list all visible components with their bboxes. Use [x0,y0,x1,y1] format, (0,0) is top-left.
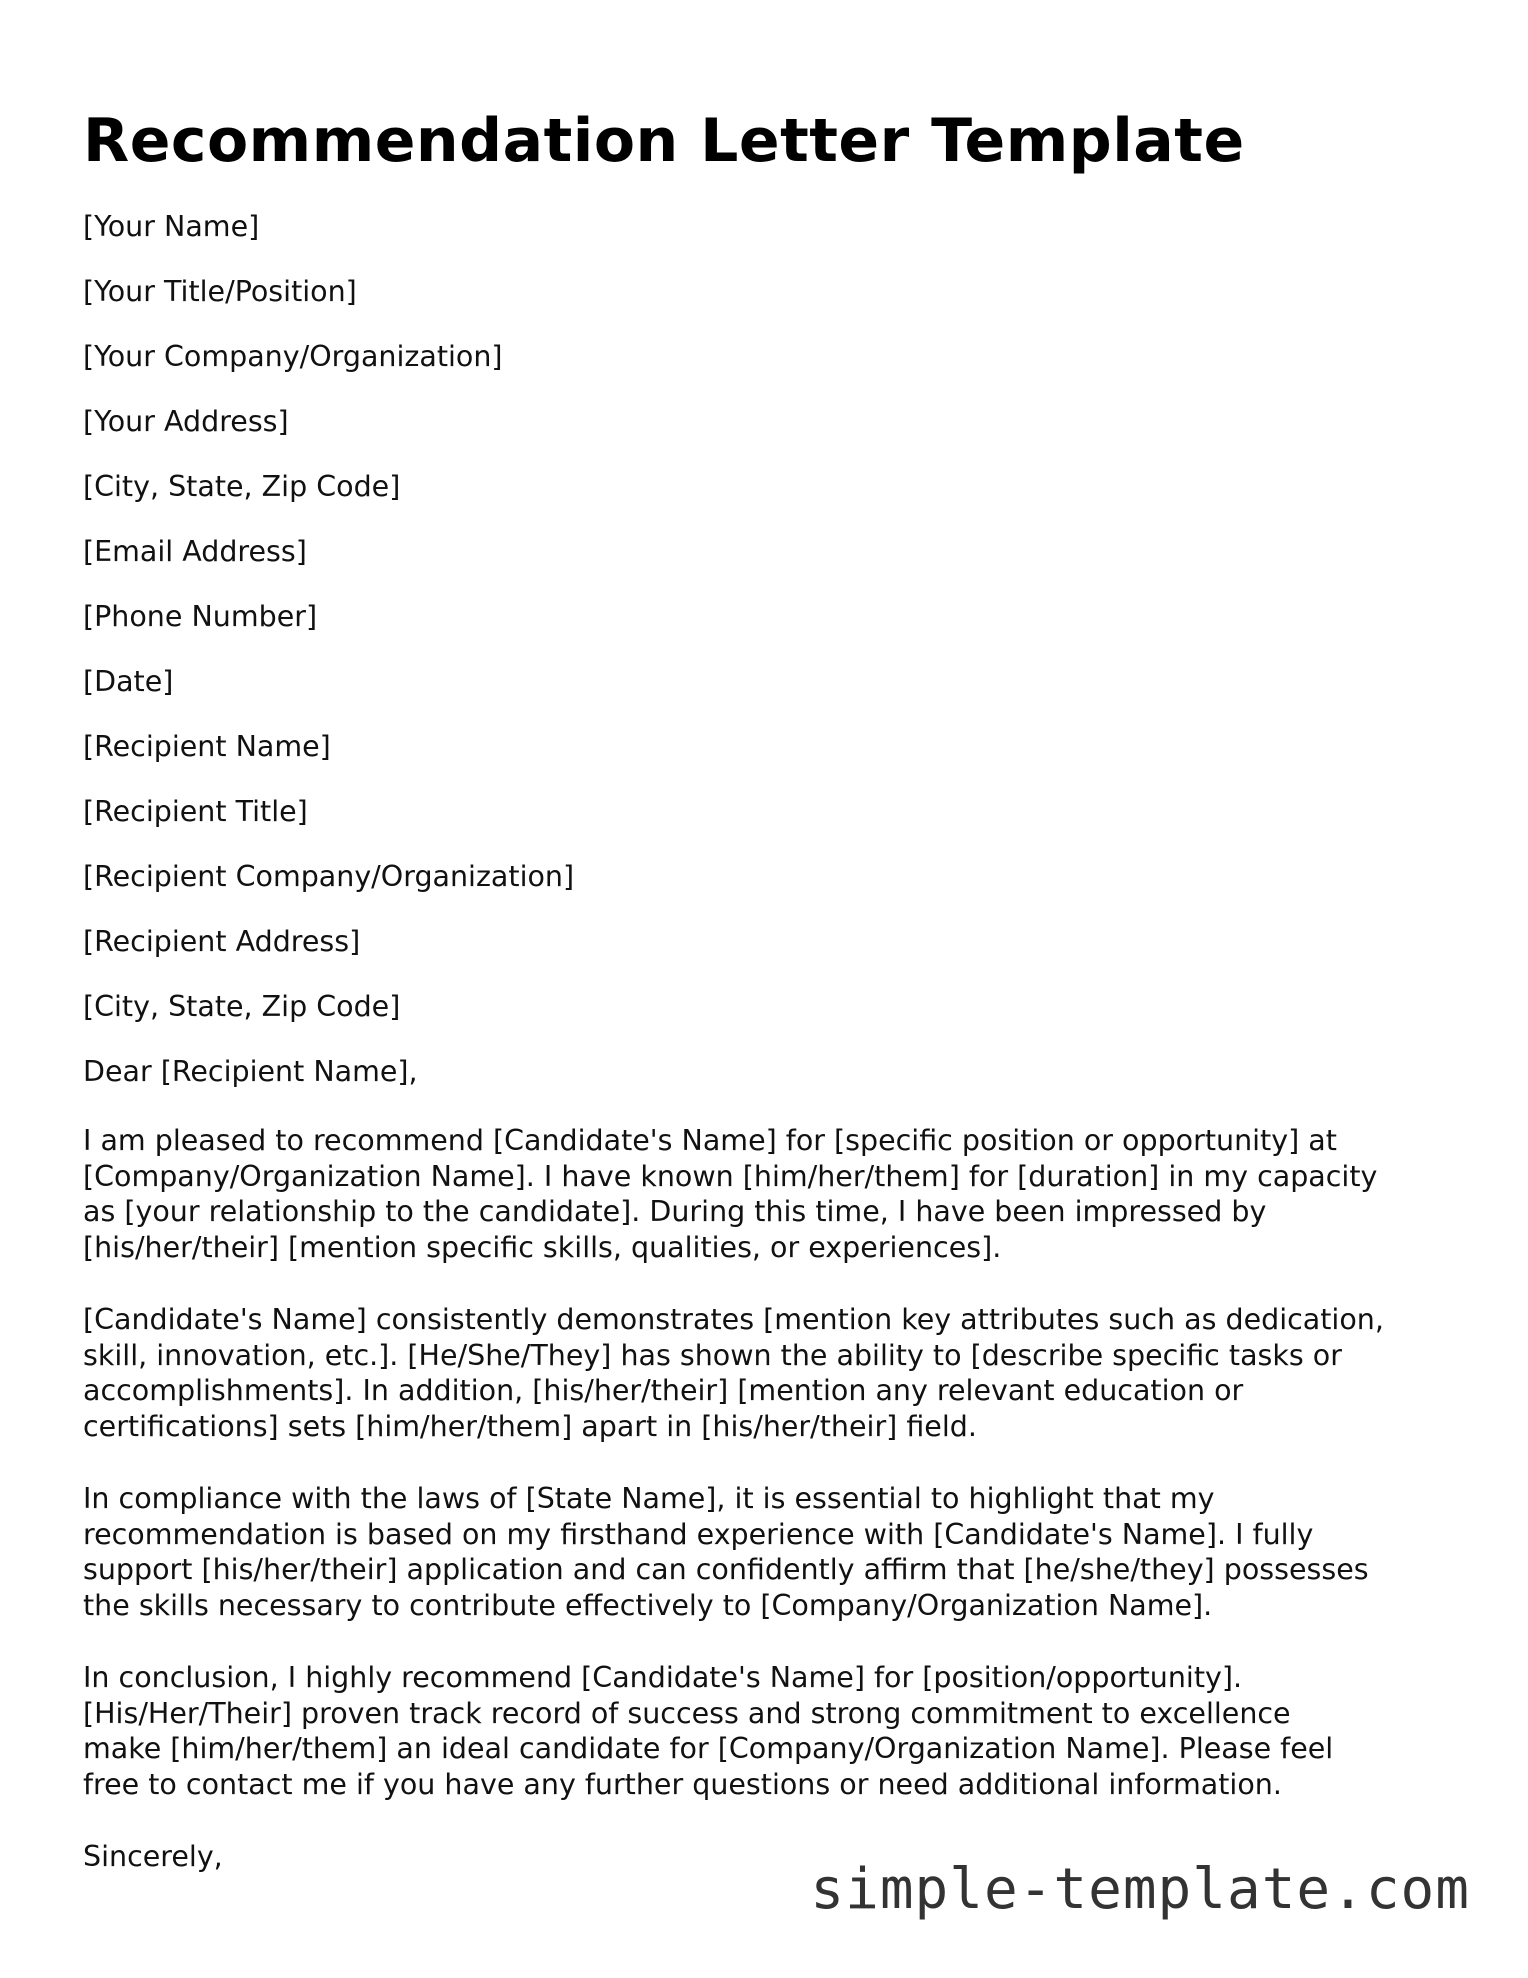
paragraph-line: certifications] sets [him/her/them] apart in [his/her/their] field. [83,1409,977,1443]
body-paragraph-4 [83,1660,1453,1802]
paragraph-line: I am pleased to recommend [Candidate's Name] for [specific position or opportunity] at [83,1124,1337,1157]
paragraph-line: [His/Her/Their] proven track record of success and strong commitment to excellence [83,1696,1291,1730]
sender-name: [Your Name] [83,210,260,243]
recipient-title: [Recipient Title] [83,795,308,828]
paragraph-line: free to contact me if you have any further questions or need additional information. [83,1767,1282,1801]
paragraph-line: [Company/Organization Name]. I have known [him/her/them] for [duration] in my capacity [83,1159,1378,1193]
paragraph-line: In conclusion, I highly recommend [Candidate's Name] for [position/opportunity]. [83,1661,1243,1694]
sender-title-position: [Your Title/Position] [83,275,357,308]
watermark: simple-template.com [810,1857,1470,1922]
body-paragraph-2 [83,1302,1453,1444]
recipient-city-state-zip: [City, State, Zip Code] [83,990,401,1023]
closing: Sincerely, [83,1840,223,1873]
letter-date: [Date] [83,665,174,698]
salutation: Dear [Recipient Name], [83,1055,418,1088]
sender-address: [Your Address] [83,405,289,438]
sender-city-state-zip: [City, State, Zip Code] [83,470,401,503]
paragraph-line: recommendation is based on my firsthand experience with [Candidate's Name]. I fully [83,1517,1314,1551]
paragraph-line: In compliance with the laws of [State Name], it is essential to highlight that my [83,1482,1215,1515]
sender-company: [Your Company/Organization] [83,340,503,373]
sender-email: [Email Address] [83,535,307,568]
sender-phone: [Phone Number] [83,600,318,633]
paragraph-line: make [him/her/them] an ideal candidate for [Company/Organization Name]. Please feel [83,1732,1334,1765]
recipient-name: [Recipient Name] [83,730,331,763]
recipient-company: [Recipient Company/Organization] [83,860,575,893]
paragraph-line: [Candidate's Name] consistently demonstrates [mention key attributes such as dedication, [83,1303,1384,1336]
paragraph-line: skill, innovation, etc.]. [He/She/They] has shown the ability to [describe specific tasks or [83,1338,1342,1372]
recipient-address: [Recipient Address] [83,925,361,958]
body-paragraph-3 [83,1481,1453,1623]
body-paragraph-1 [83,1123,1453,1265]
letter-content [83,103,1453,1874]
paragraph-line: the skills necessary to contribute effectively to [Company/Organization Name]. [83,1588,1213,1622]
paragraph-line: support [his/her/their] application and can confidently affirm that [he/she/they] possesses [83,1553,1369,1586]
paragraph-line: accomplishments]. In addition, [his/her/their] [mention any relevant education or [83,1374,1244,1407]
paragraph-line: as [your relationship to the candidate]. During this time, I have been impressed by [83,1195,1267,1228]
page-title: Recommendation Letter Template [83,106,1245,176]
paragraph-line: [his/her/their] [mention specific skills, qualities, or experiences]. [83,1230,1002,1264]
